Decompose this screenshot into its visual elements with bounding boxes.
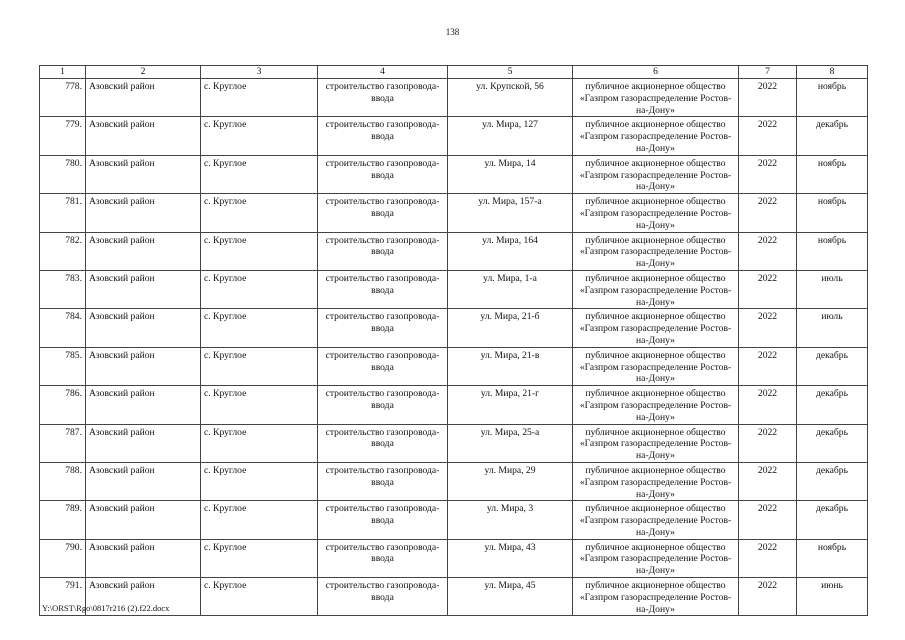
month-cell: ноябрь [797,194,868,232]
year-cell: 2022 [739,347,797,385]
row-number-cell: 786. [40,386,86,424]
month-cell: ноябрь [797,539,868,577]
district-cell: Азовский район [86,424,201,462]
organization-cell: публичное акционерное общество «Газпром газораспределение Ростов-на-Дону» [573,539,739,577]
district-cell: Азовский район [86,270,201,308]
organization-cell: публичное акционерное общество «Газпром газораспределение Ростов-на-Дону» [573,501,739,539]
locality-cell: с. Круглое [201,309,318,347]
address-cell: ул. Мира, 164 [448,232,573,270]
table-row [40,270,868,308]
row-number-cell: 780. [40,155,86,193]
address-cell: ул. Мира, 21-г [448,386,573,424]
month-cell: декабрь [797,424,868,462]
header-col-8: 8 [797,66,868,79]
month-cell: ноябрь [797,155,868,193]
locality-cell: с. Круглое [201,155,318,193]
header-col-7: 7 [739,66,797,79]
district-cell: Азовский район [86,501,201,539]
table-row [40,232,868,270]
locality-cell: с. Круглое [201,232,318,270]
address-cell: ул. Мира, 157-а [448,194,573,232]
district-cell: Азовский район [86,309,201,347]
address-cell: ул. Мира, 1-а [448,270,573,308]
month-cell: ноябрь [797,232,868,270]
address-cell: ул. Мира, 3 [448,501,573,539]
table-row [40,194,868,232]
organization-cell: публичное акционерное общество «Газпром газораспределение Ростов-на-Дону» [573,232,739,270]
locality-cell: с. Круглое [201,194,318,232]
year-cell: 2022 [739,79,797,117]
work-type-cell: строительство газопровода-ввода [318,270,448,308]
month-cell: декабрь [797,462,868,500]
month-cell: июль [797,270,868,308]
data-table [39,65,868,616]
row-number-cell: 778. [40,79,86,117]
row-number-cell: 779. [40,117,86,155]
locality-cell: с. Круглое [201,462,318,500]
row-number-cell: 790. [40,539,86,577]
header-col-4: 4 [318,66,448,79]
year-cell: 2022 [739,501,797,539]
locality-cell: с. Круглое [201,270,318,308]
organization-cell: публичное акционерное общество «Газпром газораспределение Ростов-на-Дону» [573,117,739,155]
work-type-cell: строительство газопровода-ввода [318,386,448,424]
locality-cell: с. Круглое [201,539,318,577]
table-row [40,347,868,385]
month-cell: декабрь [797,117,868,155]
address-cell: ул. Мира, 43 [448,539,573,577]
month-cell: ноябрь [797,79,868,117]
year-cell: 2022 [739,194,797,232]
year-cell: 2022 [739,539,797,577]
locality-cell: с. Круглое [201,386,318,424]
organization-cell: публичное акционерное общество «Газпром газораспределение Ростов-на-Дону» [573,386,739,424]
row-number-cell: 791. [40,578,86,616]
month-cell: декабрь [797,501,868,539]
locality-cell: с. Круглое [201,424,318,462]
header-col-5: 5 [448,66,573,79]
year-cell: 2022 [739,462,797,500]
organization-cell: публичное акционерное общество «Газпром газораспределение Ростов-на-Дону» [573,309,739,347]
organization-cell: публичное акционерное общество «Газпром газораспределение Ростов-на-Дону» [573,462,739,500]
table-row [40,117,868,155]
table-row [40,462,868,500]
organization-cell: публичное акционерное общество «Газпром газораспределение Ростов-на-Дону» [573,155,739,193]
organization-cell: публичное акционерное общество «Газпром газораспределение Ростов-на-Дону» [573,347,739,385]
address-cell: ул. Мира, 25-а [448,424,573,462]
work-type-cell: строительство газопровода-ввода [318,424,448,462]
organization-cell: публичное акционерное общество «Газпром газораспределение Ростов-на-Дону» [573,194,739,232]
district-cell: Азовский район [86,578,201,616]
work-type-cell: строительство газопровода-ввода [318,578,448,616]
header-col-1: 1 [40,66,86,79]
address-cell: ул. Мира, 45 [448,578,573,616]
district-cell: Азовский район [86,462,201,500]
district-cell: Азовский район [86,539,201,577]
district-cell: Азовский район [86,194,201,232]
address-cell: ул. Мира, 29 [448,462,573,500]
locality-cell: с. Круглое [201,501,318,539]
work-type-cell: строительство газопровода-ввода [318,117,448,155]
month-cell: июнь [797,578,868,616]
locality-cell: с. Круглое [201,347,318,385]
district-cell: Азовский район [86,155,201,193]
row-number-cell: 785. [40,347,86,385]
district-cell: Азовский район [86,347,201,385]
year-cell: 2022 [739,232,797,270]
locality-cell: с. Круглое [201,79,318,117]
address-cell: ул. Мира, 14 [448,155,573,193]
locality-cell: с. Круглое [201,578,318,616]
organization-cell: публичное акционерное общество «Газпром газораспределение Ростов-на-Дону» [573,578,739,616]
district-cell: Азовский район [86,117,201,155]
table-row [40,309,868,347]
header-col-3: 3 [201,66,318,79]
year-cell: 2022 [739,386,797,424]
header-col-6: 6 [573,66,739,79]
year-cell: 2022 [739,270,797,308]
work-type-cell: строительство газопровода-ввода [318,309,448,347]
address-cell: ул. Крупской, 56 [448,79,573,117]
month-cell: декабрь [797,347,868,385]
row-number-cell: 788. [40,462,86,500]
organization-cell: публичное акционерное общество «Газпром газораспределение Ростов-на-Дону» [573,424,739,462]
page-number: 138 [445,27,460,37]
work-type-cell: строительство газопровода-ввода [318,79,448,117]
row-number-cell: 783. [40,270,86,308]
table-row [40,424,868,462]
work-type-cell: строительство газопровода-ввода [318,232,448,270]
work-type-cell: строительство газопровода-ввода [318,155,448,193]
year-cell: 2022 [739,117,797,155]
table-row [40,386,868,424]
organization-cell: публичное акционерное общество «Газпром газораспределение Ростов-на-Дону» [573,79,739,117]
address-cell: ул. Мира, 21-б [448,309,573,347]
year-cell: 2022 [739,424,797,462]
row-number-cell: 784. [40,309,86,347]
table-row [40,155,868,193]
table-body [40,79,868,616]
header-row [40,66,868,79]
address-cell: ул. Мира, 21-в [448,347,573,385]
table-header [40,66,868,79]
locality-cell: с. Круглое [201,117,318,155]
work-type-cell: строительство газопровода-ввода [318,462,448,500]
district-cell: Азовский район [86,232,201,270]
row-number-cell: 782. [40,232,86,270]
row-number-cell: 787. [40,424,86,462]
year-cell: 2022 [739,578,797,616]
address-cell: ул. Мира, 127 [448,117,573,155]
table-row [40,79,868,117]
file-path-footer: Y:\ORST\Rgo\0817r216 (2).f22.docx [42,603,170,613]
organization-cell: публичное акционерное общество «Газпром газораспределение Ростов-на-Дону» [573,270,739,308]
work-type-cell: строительство газопровода-ввода [318,501,448,539]
table-row [40,539,868,577]
header-col-2: 2 [86,66,201,79]
work-type-cell: строительство газопровода-ввода [318,194,448,232]
district-cell: Азовский район [86,386,201,424]
month-cell: декабрь [797,386,868,424]
month-cell: июль [797,309,868,347]
year-cell: 2022 [739,309,797,347]
district-cell: Азовский район [86,79,201,117]
row-number-cell: 789. [40,501,86,539]
year-cell: 2022 [739,155,797,193]
row-number-cell: 781. [40,194,86,232]
work-type-cell: строительство газопровода-ввода [318,539,448,577]
work-type-cell: строительство газопровода-ввода [318,347,448,385]
table-row [40,501,868,539]
